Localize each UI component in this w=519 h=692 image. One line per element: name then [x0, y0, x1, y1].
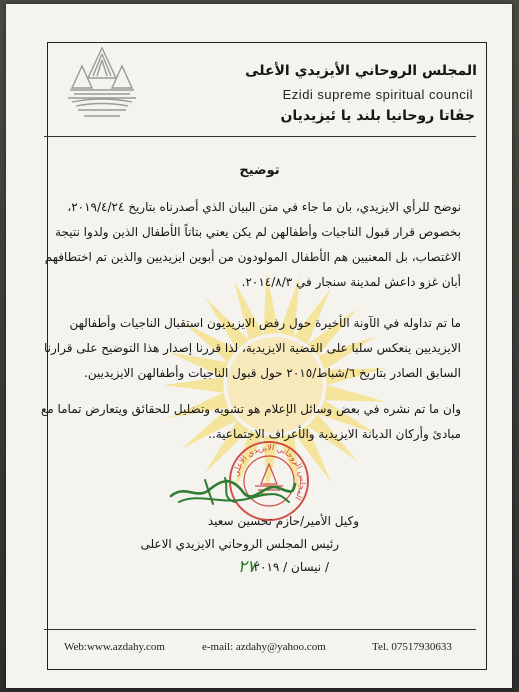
- handwritten-signature: [165, 462, 300, 517]
- footer-phone: Tel. 07517930633: [372, 641, 452, 653]
- document-title: توضيح: [239, 163, 280, 178]
- body-line-5: ما تم تداوله في الآونة الأخيرة حول رفض الايزيديون استقبال الناجيات وأطفالهن: [69, 316, 461, 330]
- council-name-english: Ezidi supreme spiritual council: [282, 87, 473, 102]
- body-line-1: نوضح للرأي الايزيدي، بان ما جاء في متن البيان الذي أصدرناه بتاريخ ٢٠١٩/٤/٢٤،: [67, 200, 461, 214]
- council-name-kurdish: جڤاتا روحانيا بلند يا ئيزيديان: [280, 108, 475, 124]
- body-line-3: الاغتصاب، بل المعنيين هم الأطفال المولودون من أبوين ايزيديين والذين تم اختطافهم: [44, 250, 461, 264]
- footer-divider: [44, 629, 476, 630]
- body-line-8: وان ما تم نشره في بعض وسائل الإعلام هو تشويه وتضليل للحقائق ويتعارض تماما مع: [40, 402, 461, 416]
- signatory-title: رئيس المجلس الروحاني الايزيدي الاعلى: [140, 537, 339, 551]
- body-line-7: السابق الصادر بتاريخ ٦/شباط/٢٠١٥ حول قبول الناجيات وأطفالهن الايزيديين.: [84, 366, 461, 380]
- signature-date: / نيسان / ٢٠١٩: [253, 560, 329, 574]
- council-name-arabic: المجلس الروحاني الأيزيدي الأعلى: [245, 63, 477, 79]
- header-divider: [44, 136, 476, 137]
- footer-email: e-mail: azdahy@yahoo.com: [202, 641, 326, 653]
- body-line-6: الايزيديين ينعكس سلبا على القضية الايزيدية، لذا قررنا إصدار هذا التوضيح على قرارنا: [43, 341, 461, 355]
- footer-website: Web:www.azdahy.com: [64, 641, 165, 653]
- handwritten-day: ٢٧: [237, 557, 256, 577]
- signatory-name: وكيل الأمير/حازم تحسين سعيد: [207, 514, 359, 528]
- body-line-4: أبان غزو داعش لمدينة سنجار في ٢٠١٤/٨/٣.: [241, 275, 461, 289]
- temple-emblem: [66, 44, 138, 124]
- body-line-9: مبادئ وأركان الديانة الايزيدية والأعراف الاجتماعية..: [208, 427, 461, 441]
- stamp-text: المجلس الروحاني الايزيدي الاعلى: [231, 442, 308, 502]
- body-line-2: بخصوص قرار قبول الناجيات وأطفالهن لم يكن يعني بتاتاً الأطفال الذين ولدوا نتيجة: [55, 225, 461, 239]
